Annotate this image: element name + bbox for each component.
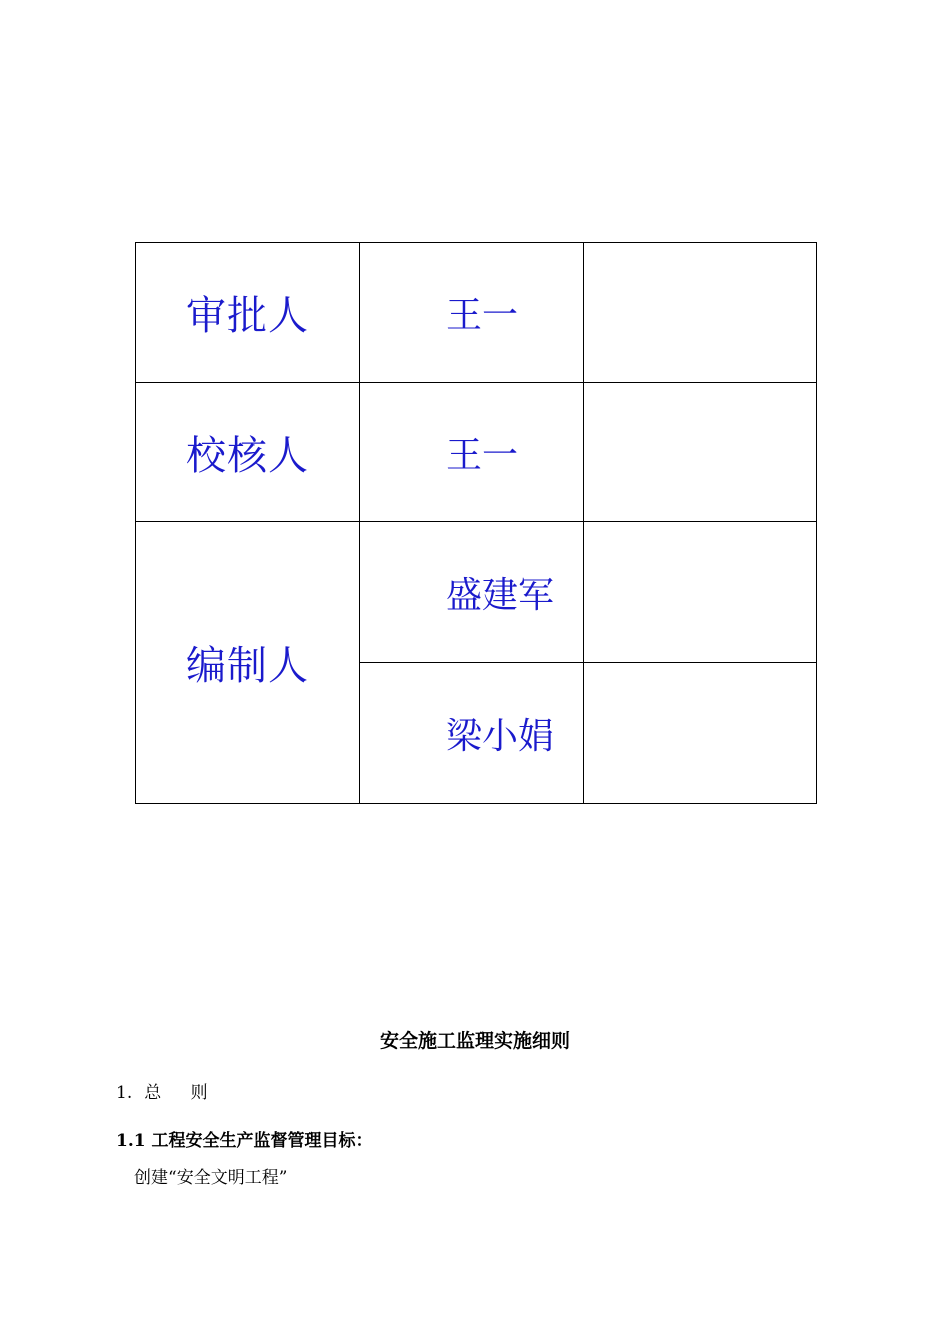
approver-signature-cell — [584, 243, 817, 383]
document-title: 安全施工监理实施细则 — [379, 1030, 570, 1052]
compiler-signature-cell-1 — [584, 522, 817, 663]
signature-table — [135, 242, 817, 804]
section-1-title: 总 则 — [144, 1083, 220, 1103]
section-1-heading — [116, 1078, 220, 1103]
approver-role-label: 审批人 — [186, 292, 309, 339]
section-1-1-heading: 1.1 工程安全生产监督管理目标： — [116, 1131, 373, 1151]
compiler-name-1: 盛建军 — [446, 574, 555, 616]
compiler-role-cell — [136, 522, 360, 804]
compiler-signature-cell-2 — [584, 663, 817, 804]
checker-name: 王一 — [446, 434, 519, 476]
compiler-row-1 — [136, 522, 817, 663]
checker-role-cell — [136, 382, 360, 522]
compiler-role-label: 编制人 — [186, 643, 309, 690]
approver-name: 王一 — [446, 294, 519, 336]
checker-name-cell — [360, 382, 584, 522]
body-paragraph: 创建“安全文明工程” — [134, 1168, 288, 1188]
compiler-name-cell-1 — [360, 522, 584, 663]
section-1-number: 1. — [116, 1083, 133, 1103]
compiler-name-2: 梁小娟 — [446, 715, 555, 757]
approver-role-cell — [136, 243, 360, 383]
checker-role-label: 校核人 — [186, 432, 309, 479]
checker-signature-cell — [584, 382, 817, 522]
checker-row — [136, 382, 817, 522]
compiler-name-cell-2 — [360, 663, 584, 804]
approver-row — [136, 243, 817, 383]
approver-name-cell — [360, 243, 584, 383]
